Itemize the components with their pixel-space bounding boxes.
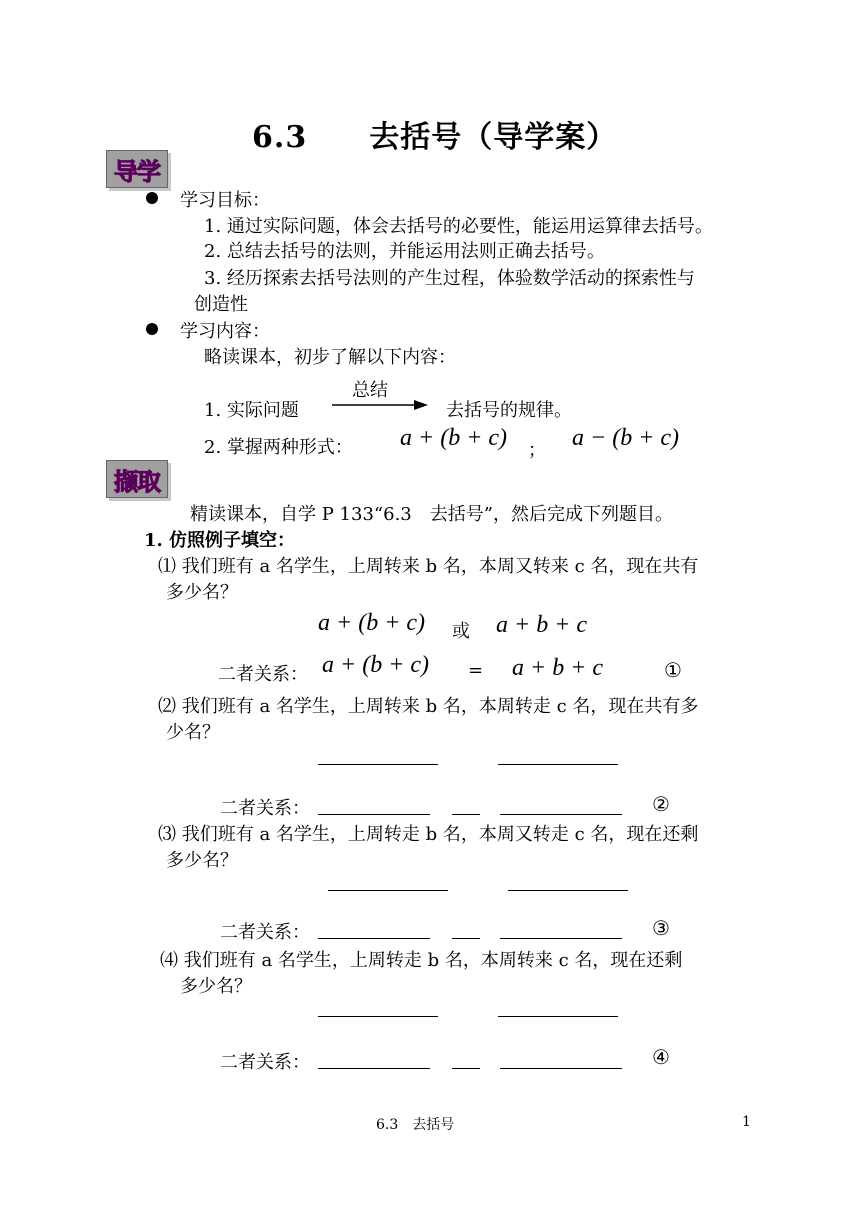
objective-item-2: 2. 总结去括号的法则，并能运用法则正确去括号。: [204, 241, 605, 262]
question-4-line1: ⑷ 我们班有 a 名学生，上周转走 b 名，本周转来 c 名，现在还剩: [160, 950, 683, 971]
question-3-line2: 多少名？: [166, 850, 238, 871]
q1-relation-left: a + (b + c): [322, 652, 430, 678]
content-line1-right: 去括号的规律。: [446, 400, 572, 421]
q2-relation-blank-left[interactable]: [318, 814, 430, 815]
objective-item-3: 3. 经历探索去括号法则的产生过程，体验数学活动的探索性与: [204, 268, 695, 289]
form-separator: ；: [528, 440, 546, 461]
q1-expression-1: a + (b + c): [318, 610, 426, 636]
bullet-icon: [146, 323, 158, 335]
marker-4: ④: [652, 1045, 670, 1069]
q4-relation-blank-sign[interactable]: [452, 1068, 480, 1069]
objective-item-3-cont: 创造性: [194, 294, 248, 315]
q4-blank-1[interactable]: [318, 1016, 438, 1017]
q1-equals: =: [468, 660, 484, 681]
q2-relation-blank-right[interactable]: [500, 814, 622, 815]
objectives-heading: 学习目标：: [180, 190, 270, 211]
question-2-line2: 少名？: [166, 722, 220, 743]
question-1-line2: 多少名？: [166, 582, 238, 603]
q4-relation-blank-right[interactable]: [500, 1068, 622, 1069]
q3-blank-1[interactable]: [328, 890, 448, 891]
content-intro: 略读课本，初步了解以下内容：: [204, 347, 456, 368]
right-arrow-icon: [330, 398, 430, 412]
question-4-line2: 多少名？: [180, 976, 252, 997]
q1-relation-right: a + b + c: [512, 655, 604, 681]
exercise-heading: 1. 仿照例子填空：: [144, 530, 296, 551]
marker-3: ③: [652, 916, 670, 940]
q3-blank-2[interactable]: [508, 890, 628, 891]
q3-relation-blank-sign[interactable]: [452, 938, 480, 939]
q4-blank-2[interactable]: [498, 1016, 618, 1017]
page-title: 6.3 去括号（导学案）: [252, 120, 618, 155]
q1-relation-label: 二者关系：: [218, 664, 308, 685]
daoxue-badge: [106, 150, 168, 188]
arrow-label: 总结: [352, 380, 388, 401]
q4-relation-label: 二者关系：: [220, 1052, 310, 1073]
q2-blank-2[interactable]: [498, 764, 618, 765]
q4-relation-blank-left[interactable]: [318, 1068, 430, 1069]
reading-instruction: 精读课本，自学 P 133“6.3 去括号”，然后完成下列题目。: [190, 504, 673, 525]
objective-item-1: 1. 通过实际问题，体会去括号的必要性，能运用运算律去括号。: [204, 216, 713, 237]
xiequ-badge-label: 撷取: [114, 467, 160, 496]
q2-relation-label: 二者关系：: [220, 798, 310, 819]
question-2-line1: ⑵ 我们班有 a 名学生，上周转来 b 名，本周转走 c 名，现在共有多: [158, 696, 699, 717]
question-1-line1: ⑴ 我们班有 a 名学生，上周转来 b 名，本周又转来 c 名，现在共有: [158, 556, 699, 577]
marker-2: ②: [652, 792, 670, 816]
q1-or: 或: [452, 621, 470, 642]
page-number: 1: [742, 1114, 751, 1130]
q2-relation-blank-sign[interactable]: [452, 814, 480, 815]
question-3-line1: ⑶ 我们班有 a 名学生，上周转走 b 名，本周又转走 c 名，现在还剩: [158, 824, 699, 845]
marker-1: ①: [664, 658, 682, 682]
xiequ-badge: [106, 460, 168, 498]
footer-title: 6.3 去括号: [376, 1117, 455, 1133]
q1-expression-2: a + b + c: [496, 612, 588, 638]
daoxue-badge-label: 导学: [114, 157, 160, 186]
content-line2-label: 2. 掌握两种形式：: [204, 437, 353, 458]
form-2: a − (b + c): [572, 425, 680, 451]
q3-relation-blank-left[interactable]: [318, 938, 430, 939]
bullet-icon: [146, 192, 158, 204]
q2-blank-1[interactable]: [318, 764, 438, 765]
content-line1-left: 1. 实际问题: [204, 400, 299, 421]
q3-relation-blank-right[interactable]: [500, 938, 622, 939]
q3-relation-label: 二者关系：: [220, 922, 310, 943]
content-heading: 学习内容：: [180, 321, 270, 342]
form-1: a + (b + c): [400, 425, 508, 451]
